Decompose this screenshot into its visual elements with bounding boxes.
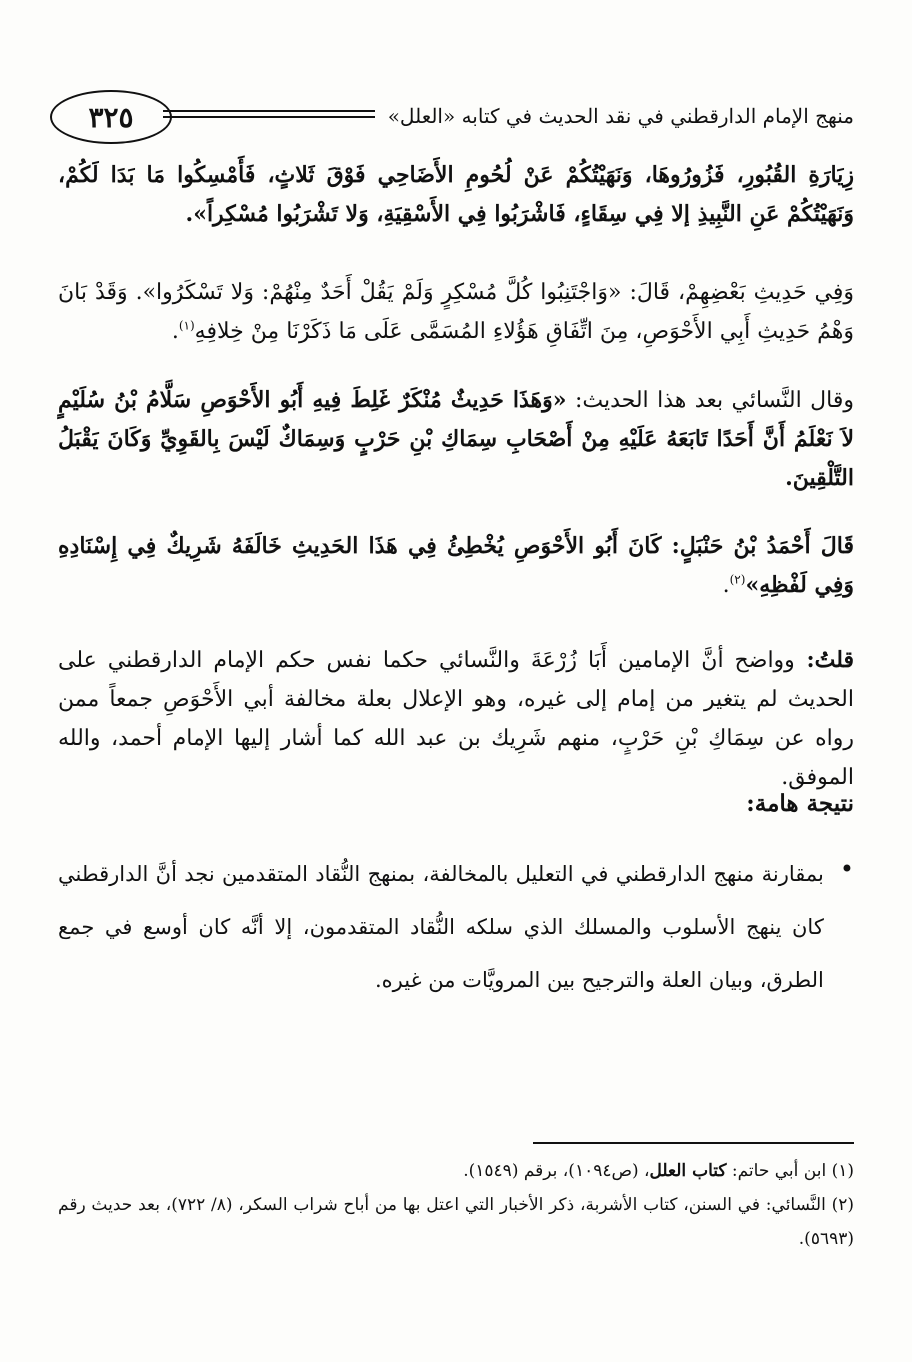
bullet-icon: • (839, 855, 854, 883)
page-number: ٣٢٥ (50, 90, 172, 144)
paragraph-author-comment (58, 641, 854, 797)
footnote-1-prefix: (١) ابن أبي حاتم: (726, 1161, 854, 1181)
footnote-separator (533, 1142, 854, 1144)
bullet-list-item (58, 848, 854, 1007)
footnote-1-book-title: كتاب العلل (649, 1161, 727, 1181)
paragraph-text: وَفِي حَدِيثِ بَعْضِهِمْ، قَالَ: «وَاجْتَنِبُوا كُلَّ مُسْكِرٍ وَلَمْ يَقُلْ أَحَدٌ مِنْهُمْ: وَلا تَسْكَرُوا». وَقَدْ بَانَ وَهْمُ حَدِيثِ أَبِي الأَحْوَصِ، مِنَ اتِّفَاقِ هَؤُلاءِ المُسَمَّى عَلَى مَا ذَكَرْنَا مِنْ خِلافِهِ (58, 280, 854, 344)
paragraph-end: . (171, 319, 179, 344)
section-heading: نتيجة هامة: (746, 790, 854, 817)
paragraph-ahmad-quote (58, 527, 854, 605)
quoted-text: قَالَ أَحْمَدُ بْنُ حَنْبَلٍ: كَانَ أَبُو الأَحْوَصِ يُخْطِئُ فِي هَذَا الحَدِيثِ خَالَفَهُ شَرِيكٌ فِي إِسْنَادِهِ وَفِي لَفْظِهِ» (58, 533, 854, 598)
quoted-text: «وَهَذَا حَدِيثٌ مُنْكَرٌ غَلِطَ فِيهِ أَبُو الأَحْوَصِ سَلَّامُ بْنُ سُلَيْمٍ لاَ نَعْلَمُ أَنَّ أَحَدًا تَابَعَهُ عَلَيْهِ مِنْ أَصْحَابِ سِمَاكِ بْنِ حَرْبٍ وَسِمَاكٌ لَيْسَ بِالقَوِيِّ وَكَانَ يَقْبَلُ التَّلْقِينَ. (58, 387, 854, 491)
footnote-1 (58, 1154, 854, 1188)
paragraph-end: . (722, 573, 730, 598)
paragraph-nasai-comment (58, 381, 854, 498)
footnote-2: (٢) النَّسائي: في السنن، كتاب الأشربة، ذكر الأخبار التي اعتل بها من أباح شراب السكر، (٨/ ٧٢٢)، بعد حديث رقم (٥٦٩٣). (58, 1195, 854, 1249)
paragraph-hadith-continuation: زِيَارَةِ القُبُورِ، فَزُورُوهَا، وَنَهَيْتُكُمْ عَنْ لُحُومِ الأَضَاحِي فَوْقَ ثَلاثٍ، فَأَمْسِكُوا مَا بَدَا لَكُمْ، وَنَهَيْتُكُمْ عَنِ النَّبِيذِ إلا فِي سِقَاءٍ، فَاشْرَبُوا فِي الأَسْقِيَةِ، وَلا تَشْرَبُوا مُسْكِراً». (58, 162, 854, 227)
bullet-text: بمقارنة منهج الدارقطني في التعليل بالمخالفة، بمنهج النُّقاد المتقدمين نجد أنَّ الدارقطني كان ينهج الأسلوب والمسلك الذي سلكه النُّقاد المتقدمون، إلا أنَّه كان أوسع في جمع الطرق، وبيان العلة والترجيح بين المرويَّات من غيره. (58, 862, 824, 992)
running-header-title: منهج الإمام الدارقطني في نقد الحديث في كتابه «العلل» (387, 104, 854, 128)
paragraph-hadith-variant (58, 273, 854, 351)
author-lead: قلتُ: (794, 647, 855, 673)
footnotes (58, 1154, 854, 1256)
footnote-ref-1[interactable]: (١) (178, 318, 195, 333)
header-double-rule (163, 110, 375, 126)
footnote-1-suffix: ، (ص١٠٩٤)، برقم (١٥٤٩). (463, 1161, 650, 1181)
footnote-ref-2[interactable]: (٢) (729, 572, 746, 587)
paragraph-text: وواضح أنَّ الإمامين أَبَا زُرْعَةَ والنَّسائي حكما نفس حكم الإمام الدارقطني على الحديث لم يتغير من إمام إلى غيره، وهو الإعلال بعلة مخالفة أبي الأَحْوَصِ جمعاً ممن رواه عن سِمَاكِ بْنِ حَرْبٍ، منهم شَرِيك بن عبد الله كما أشار إليها الإمام أحمد، والله الموفق. (58, 648, 854, 790)
paragraph-intro: وقال النَّسائي بعد هذا الحديث: (566, 388, 854, 413)
